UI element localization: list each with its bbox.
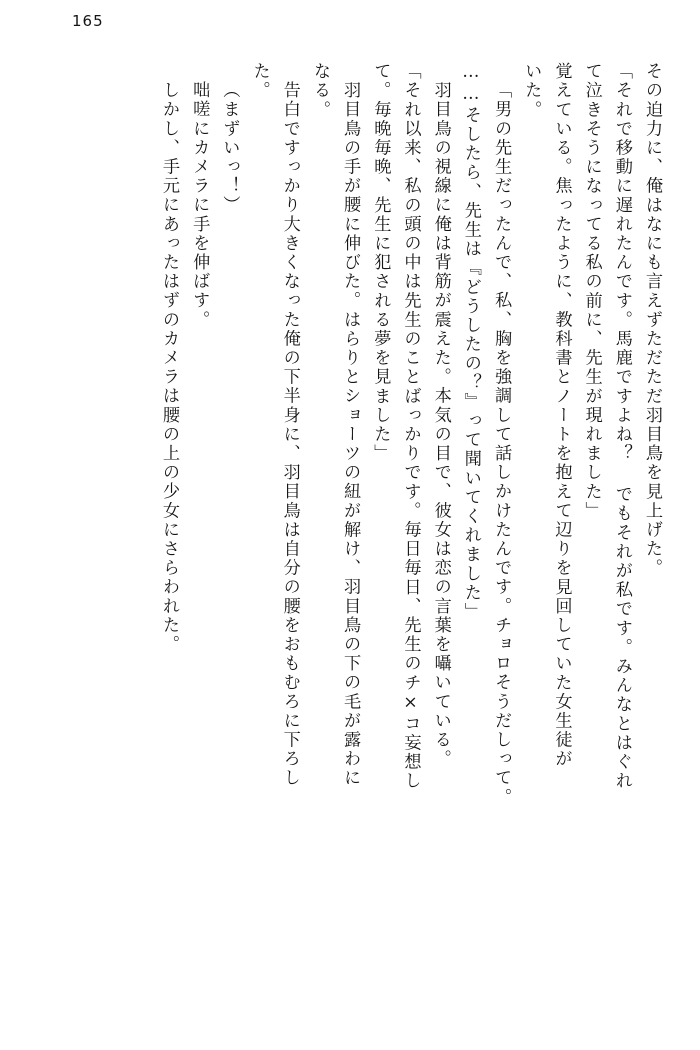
body-text	[48, 62, 660, 1002]
text-line: 告白ですっかり大きくなった俺の下半身に、羽目鳥は自分の腰をおもむろに下ろし	[279, 81, 300, 788]
text-line: 覚えている。焦ったように、教科書とノートを抱えて辺りを見回していた女生徒が	[551, 62, 572, 769]
text-line: 羽目鳥の視線に俺は背筋が震えた。本気の目で、彼女は恋の言葉を囁いている。	[430, 81, 451, 769]
text-line: いた。	[521, 62, 542, 120]
text-line: て。毎晩毎晩、先生に犯される夢を見ました」	[370, 62, 391, 464]
text-line: 咄嗟にカメラに手を伸ばす。	[189, 81, 210, 330]
text-line: （まずいっ！）	[219, 81, 240, 215]
text-line: その迫力に、俺はなにも言えずただただ羽目鳥を見上げた。	[642, 62, 662, 578]
text-line: なる。	[309, 62, 330, 120]
text-line: 「男の先生だったんで、私、胸を強調して話しかけたんです。チョロそうだしって。	[491, 81, 512, 807]
text-line: て泣きそうになってる私の前に、先生が現れました」	[581, 62, 602, 521]
text-line: た。	[249, 62, 270, 101]
text-line: しかし、手元にあったはずのカメラは腰の上の少女にさらわれた。	[159, 81, 179, 654]
text-line: 「それ以来、私の頭の中は先生のことばっかりです。毎日毎日、先生のチ×コ妄想し	[400, 62, 421, 791]
text-line: ……そしたら、先生は『どうしたの？』って聞いてくれました」	[460, 62, 481, 622]
page-number: 165	[72, 12, 104, 30]
text-line: 「それで移動に遅れたんです。馬鹿ですよね？ でもそれが私です。みんなとはぐれ	[611, 62, 632, 791]
text-line: 羽目鳥の手が腰に伸びた。はらりとショーツの紐が解け、羽目鳥の下の毛が露わに	[340, 81, 361, 788]
